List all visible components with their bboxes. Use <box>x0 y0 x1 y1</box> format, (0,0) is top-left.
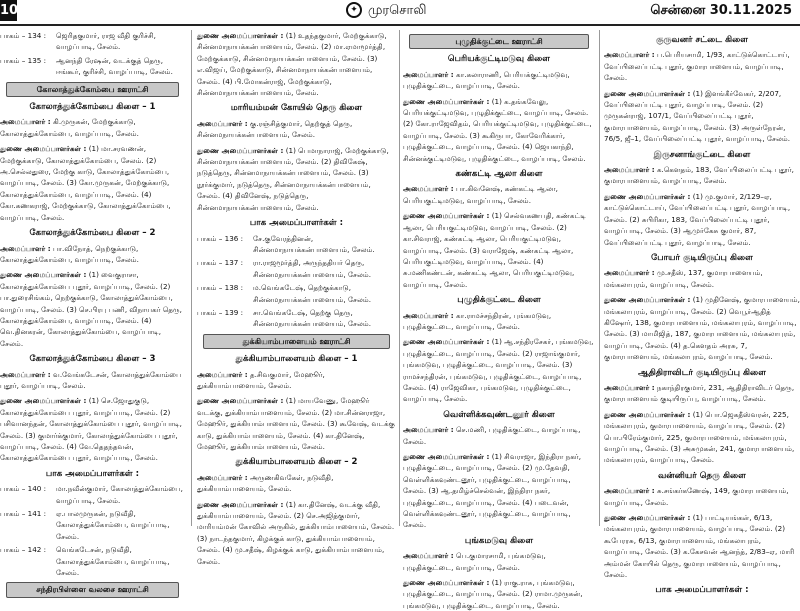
deputy-organizers-entry: துணை அமைப்பாளர்கள் : (1) செ.ஜோதுகுடு, கோலாத்துக்கோம்பை புதூர், வாழப்பாடி, சேலம். (2) பசிவானந்தன், கோலாத்துக்கோம்பை புதூர், வாழப்பாடி, சேலம். (3) குமார்க்குமார், கோலாத்துக்கோம்பை புதூர், வாழப்பாடி, சேலம். (4) வே.தெதந்தவன், கோலாத்துக்கோம்பை புதூர், வாழப்பாடி, சேலம். <box>0 396 182 463</box>
branch-heading: குருவனர் சட்டை கிளை <box>655 35 749 45</box>
organizer-entry: அமைப்பாளர் : செ.மணி, புழுதிக்குட்டை, வாழப்பாடி, சேலம். <box>403 425 581 446</box>
column-3 <box>403 30 595 610</box>
deputy-organizers-entry: துணை அமைப்பாளர்கள் : (1) க.தங்கவேலு, பெரியக்குட்டிமடுவு, புழுதிக்குட்டை, வாழப்பாடி, சேலம். (2) கோ.ராஜேவிதம், பெரியக்குட்டிமடுவு, புழுதிக்குட்டை, வாழப்பாடி, சேலம். (3) கூகிருபா, கோவேரிக்கார், புழுதிக்குட்டை, வாழப்பாடி, சேலம். (4) ஜெயகாந்தி, சின்னக்குட்டிமடுவு, புழுதிக்குட்டை, வாழப்பாடி, சேலம். <box>403 96 592 163</box>
branch-heading: துக்கியாம்பாளையம் கிளை – 2 <box>235 457 358 468</box>
branch-heading: இருசனாங்குட்டை கிளை <box>653 149 751 160</box>
branch-heading: கோலாத்துக்கோம்பை கிளை – 1 <box>29 102 156 113</box>
organizer-entry: அமைப்பாளர் : த.சிவகுமார், மேஹூர், துக்கியாம்பாளையம், சேலம். <box>197 369 325 390</box>
list-item: பாகம் – 137 : ரா.ராஜமூர்த்தி, அருந்ததியர் தெரு, சின்னமநாயக்கன்பாளையம், சேலம். <box>197 258 372 279</box>
branch-heading: பெரியக்குட்டிமடுவு கிளை <box>447 54 551 65</box>
organizer-entry: அமைப்பாளர் : பா.கிவனேஷ், கண்கட்டி ஆலா, பெரியகுட்டிமடுவு, வாழப்பாடி, சேலம். <box>403 184 558 205</box>
deputy-organizers-entry: துணை அமைப்பாளர்கள் : (1) முதினேஷ், குமாரபாளையம், மங்கலாபுரம், வாழப்பாடி, சேலம். (2) வெபூர்ஆதித் கிஷோர், 138, குமாரபாளையம், மங்கலாபுரம், வாழப்பாடி, சேலம். (3) மாமிஜித், 187, குமாரபாளையம், மங்கலாபுரம், வாழப்பாடி, சேலம். (4) த.கௌதம் அரசு, 7, குமாரபாளையம், மங்கலாபுரம், வாழப்பாடி, சேலம். <box>604 295 800 362</box>
deputy-organizers-entry: துணை அமைப்பாளர்கள் : (1) மு.குமார், 2/129–ஏ, காட்டுக்கொட்டாய், வேப்பிலைப்பட்டி புதூர், வாழப்பாடி, சேலம். (2) சுபிரிகா, 183, வேப்பிலைப்பட்டி புதூர், வாழப்பாடி, சேலம். (3) ஆமுர்கேசு குமார், 87, வேப்பிலைப்பட்டி புதூர், வாழப்பாடி, சேலம். <box>604 191 791 247</box>
column-divider <box>599 30 600 526</box>
organizer-entry: அமைப்பாளர் : அருணகிவகேள், நடுவீதி, துக்கியாம்பாளையம், சேலம். <box>197 472 334 494</box>
deputy-organizers-entry: துணை அமைப்பாளர்கள் : (1) பெமாநாராஜ், மேற்குக்காடு, சின்னமாநாயக்கன்பாளையம், சேலம். (2) திவிகேஷ், நடுத்தெரு, சின்னமாநாயக்கன்பாளையம், சேலம். (3) நூர்க்குமார், நடுத்தெரு, சின்னமாநாயக்கன்பாளையம், சேலம். (4) திவினேஷ், நடுத்தெரு, சின்னமாநாயக்கன்பாளையம், சேலம். <box>197 145 389 212</box>
branch-heading: வன்னியர் தெரு கிளை <box>658 470 746 481</box>
organizer-entry: அமைப்பாளர் : ப.பெரியசாமி, 1/93, காட்டுக்கொட்டாய், வேப்பிலைப்பட்டி புதூர், குமாரபாளையம், வாழப்பாடி, சேலம். <box>604 50 790 83</box>
branch-heading: கோலாத்துக்கோம்பை கிளை – 2 <box>29 228 156 239</box>
deputy-organizers-entry: துணை அமைப்பாளர்கள் : (1) பொ.ஜெகதீஸ்வரன், 225, மங்கலாபுரம், குமாரபாளையம், வாழப்பாடி, சேலம். (2) பொ.பிரேம்குமார், 225, குமாரபாளையம், மங்கலாபுரம், வாழப்பாடி, சேலம். (3) அசுமுகன், 241, குமாரபாளையம், மங்கலாபுரம், வாழப்பாடி, சேலம். <box>604 409 795 465</box>
deputy-organizers-entry: துணை அமைப்பாளர்கள் : (1) மாயவேணு, மேஹூர் வடக்கு, துக்கியாம்பாளையம், சேலம். (2) மா.சின்னராஜா, மேஹூர், துக்கியாம்பாளையம், சேலம். (3) கூவேஷ், வடக்கு காடு, துக்கியாம்பாளையம், சேலம். (4) கா.தினேஷ், மேஹூர், துக்கியாம்பாளையம், சேலம். <box>197 396 396 451</box>
edition-date: சென்னை 30.11.2025 <box>650 3 792 18</box>
deputy-organizers-entry: துணை அமைப்பாளர்கள் : (1) உதந்தகுமார், மேற்குக்காடு, சின்னமாநாயக்கன்பாளையம், சேலம். (2) மா.ஏமாமூர்த்தி, மேற்குக்காடு, சின்னமாநாயக்கன்பாளையம், சேலம். (3) எ.விஜய், மேற்குக்காடு, சின்னமாநாயக்கன்பாளையம், சேலம். (4) பி.மோகன்ராஜ், மேற்குக்காடு, சின்னமாநாயக்கன்பாளையம், சேலம். <box>197 31 387 98</box>
organizer-entry: அமைப்பாளர் : நகாந்திரகுமார், 231, ஆதிதிராவிடர் தெரு, குமாரபாளையம் குடியிருப்பு, வாழப்பாடி, சேலம். <box>604 382 795 404</box>
branch-heading: புங்கமடுவு கிளை <box>464 535 534 546</box>
organizer-entry: அமைப்பாளர் : கா.ராமச்சந்திரன், புங்கமடுவு, புழுதிக்குட்டை, வாழப்பாடி, சேலம். <box>403 310 552 331</box>
deputy-organizers-entry: துணை அமைப்பாளர்கள் : (1) வைகுராசா, கோலாத்துக்கோம்பை புதூர், வாழப்பாடி, சேலம். (2) பா.துரைசிங்கம், நெற்குக்காடு, கோலாத்துக்கோம்பை, வாழப்பாடி, சேலம். (3) செ.பிரபு பணி, விநாயகர் தெரு, கோலாத்துக்கோம்பை, வாழப்பாடி, சேலம். (4) வெ.தினகரன், கோலாத்துக்கோம்பை, வாழப்பாடி, சேலம். <box>0 270 182 348</box>
organizer-entry: அமைப்பாளர் : க.கௌதம், 183, வேப்பிலைப்பட்டி புதூர், குமாரபாளையம், வாழப்பாடி, சேலம். <box>604 165 794 186</box>
section-heading: சந்திரபிள்ளை வலசை ஊராட்சி <box>6 582 179 597</box>
booth-heading: பாக அமைப்பாளர்கள் : <box>45 468 140 479</box>
column-4 <box>604 30 800 596</box>
organizer-entry: அமைப்பாளர் : கி.முருகன், மேற்குக்காடு, கோலாத்துக்கோம்பை, வாழப்பாடி, சேலம். <box>0 117 139 138</box>
newspaper-logo-icon: ✦ <box>346 2 362 18</box>
booth-heading: பாக அமைப்பாளர்கள் : <box>249 218 344 229</box>
masthead <box>0 0 800 26</box>
deputy-organizers-entry: துணை அமைப்பாளர்கள் : (1) ஆ.சந்திரசேகர், புங்கமடுவு, புழுதிக்குட்டை, வாழப்பாடி, சேலம். (2) ராஜாங்குமார், புங்கமடுவு, புழுதிக்குட்டை, வாழப்பாடி, சேலம். (3) ராமச்சந்திரன், புங்கமடுவு, புழுதிக்குட்டை, வாழப்பாடி, சேலம். (4) ராஜேவிகா, புங்கமடுவு, புழுதிக்குட்டை, வாழப்பாடி, சேலம். <box>403 337 594 404</box>
branch-heading: ஆதிதிராவிடர் குடியிருப்பு கிளை <box>638 367 766 378</box>
organizer-entry: அமைப்பாளர் : சு.சங்கர்கணேஷ், 149, குமாரபாளையம், வாழப்பாடி, சேலம். <box>604 486 789 507</box>
deputy-organizers-entry: துணை அமைப்பாளர்கள் : (1) மா.சரவணன், மேற்குக்காடு, கோலாத்துக்கோம்பை, சேலம். (2) அ.செல்லதுரை, மேற்கு காடு, கோலாத்துக்கோம்பை, வாழப்பாடி, சேலம். (3) கோ.முருகன், மேற்குக்காடு, கோலாத்துக்கோம்பை, வாழப்பாடி, சேலம். (4) கோ.கணகராஜ், மேற்குக்காடு, கோலாத்துக்கோம்பை, வாழப்பாடி, சேலம். <box>0 144 171 222</box>
branch-heading: போயர் குடியிருப்பு கிளை <box>651 252 753 263</box>
list-item: பாகம் – 136 : சே.குவேரத்தினன், சின்னமாநாயக்கன்பாளையம், சேலம். <box>197 233 375 254</box>
section-heading: கோலாத்துக்கோம்பை ஊராட்சி <box>6 82 179 97</box>
branch-heading: மாரியம்மன் கோயில் தெரு கிளை <box>230 103 363 114</box>
column-divider <box>399 30 400 526</box>
deputy-organizers-entry: துணை அமைப்பாளர்கள் : (1) ராகு.ராசு, புங்கமடுவு, புழுதிக்குட்டை, வாழப்பாடி, சேலம். (2) ராமா.முருகன், புங்கமடுவு, புழுதிக்குட்டை, வாழப்பாடி, சேலம். <box>403 578 583 610</box>
list-item: பாகம் – 140 : மா.நவீன்குமார், கோலாத்துக்கோம்பை, வாழப்பாடி, சேலம். <box>0 484 183 505</box>
branch-heading: துக்கியாம்பாளையம் கிளை – 1 <box>235 354 358 365</box>
page-number: 10 <box>0 0 17 21</box>
deputy-organizers-entry: துணை அமைப்பாளர்கள் : (1) கா.தினேஷ், வடக்கு வீதி, துக்கியாம்பாளையம், சேலம். (2) செ.அஜித்குமார், மாரியம்மன் கோவில் அருகில், துக்கியாம்பாளையம், சேலம். (3) நாடந்தகுமார், கிழக்குக் காடு, துக்கியாம்பாளையம், சேலம். (4) மு.சதீஷ், கிழக்குக் காடு, துக்கியாம்பாளையம், சேலம். <box>197 499 395 566</box>
organizer-entry: அமைப்பாளர் : வ.வேங்கடேசன், கோலாத்துக்கோம்பை புதூர், வாழப்பாடி, சேலம். <box>0 369 182 390</box>
column-1 <box>0 30 185 595</box>
deputy-organizers-entry: துணை அமைப்பாளர்கள் : (1) சிவராஜா, இந்திரா நகர், புழுதிக்குட்டை, வாழப்பாடி, சேலம். (2) மு.தேவதி, வெள்ளிக்கவுண்டனூர், புழுதிக்குட்டை, வாழப்பாடி, சேலம். (3) ஆ.தமிழ்ச்செல்வன், இந்திரா நகர், புழுதிக்குட்டை, வாழப்பாடி, சேலம். (4) படைவன், வெள்ளிக்கவுண்டனூர், புழுதிக்குட்டை, வாழப்பாடி, சேலம். <box>403 452 581 530</box>
list-item: பாகம் – 139 : சா.வெங்கடேஷ், தெற்கு தெரு, சின்னமநாயக்கன்பாளையம், சேலம். <box>197 307 372 329</box>
booth-heading: பாக அமைப்பாளர்கள் : <box>655 585 749 596</box>
deputy-organizers-entry: துணை அமைப்பாளர்கள் : (1) செல்வகணபதி, கண்கட்டி ஆலா, பெரியகுட்டிமடுவு, வாழப்பாடி, சேலம். (2) கா.சிவராஜ், கண்கட்டி ஆலா, பெரியகுட்டிமடுவு, வாழப்பாடி, சேலம். (3) வராஜேஷ், கண்கட்டி ஆலா, பெரியகுட்டிமடுவு, வாழப்பாடி, சேலம். (4) சு.மணிகண்டன், கண்கட்டி ஆலா, பெரியகுட்டிமடுவு, வாழப்பாடி, சேலம். <box>403 211 586 289</box>
organizer-entry: அமைப்பாளர் : கு.ரஞ்சித்குமார், தெற்குத் தெரு, சின்னமநாயக்கன்பாளையம், சேலம். <box>197 118 353 140</box>
section-heading: துக்கியாம்பாளையம் ஊராட்சி <box>203 334 390 349</box>
list-item: பாகம் – 141 : ஏ.பாலமுருகன், நடுவீதி, கோலாத்துக்கோம்பை, வாழப்பாடி, சேலம். <box>0 509 170 541</box>
organizer-entry: அமைப்பாளர் : கா.கலாராணி, பெரியக்குட்டிமடுவு, புழுதிக்குட்டை, வாழப்பாடி, சேலம். <box>403 69 570 91</box>
list-item: பாகம் – 142 : வெங்கடேசன், நடுவீதி, கோலாத்துக்கோம்பை, வாழப்பாடி, சேலம். <box>0 545 170 578</box>
organizer-entry: அமைப்பாளர் : பெ.குமாரசாமி, புங்கமடுவு, புழுதிக்குட்டை, வாழப்பாடி, சேலம். <box>403 551 546 572</box>
column-2 <box>197 30 396 566</box>
organizer-entry: அமைப்பாளர் : பா.விநோத், நெற்குக்காடு, கோலாத்துக்கோம்பை, வாழப்பாடி, சேலம். <box>0 243 139 264</box>
deputy-organizers-entry: துணை அமைப்பாளர்கள் : (1) இளங்கீர்வேகர், 2/207, வேப்பிலைப்பட்டி புதூர், வாழப்பாடி, சேலம். (2) முருகன்ராஜ், 107/1, வேப்பிலைப்பட்டி புதூர், குமாரபாளையம், வாழப்பாடி, சேலம். (3) அருள்நேரன், 76/5, ஜீ–1, வேப்பிலைப்பட்டி புதூர், வாழப்பாடி, சேலம். <box>604 88 791 144</box>
organizer-entry: அமைப்பாளர் : மு.சதீஸ், 137, குமாரபாளையம், மங்கலாபுரம், வாழப்பாடி, சேலம். <box>604 268 763 289</box>
list-item: பாகம் – 138 : ம.வெங்கடேஷ், தெற்குக்காடு, சின்னமநாயக்கன்பாளையம், சேலம். <box>197 283 372 304</box>
newspaper-name: முரசொலி <box>368 3 427 18</box>
deputy-organizers-entry: துணை அமைப்பாளர்கள் : (1) பாட்டியங்கள், 6/13, மங்கலாபுரம், குமாரபாளையம், வாழப்பாடி, சேலம். (2) கூபேரரசு, 6/13, குமாரபாளையம், மங்கலாபுரம், வாழப்பாடி, சேலம். (3) க.கேசவன் ஆனந்த், 2/83–ஏ, மாரி அம்மன் கோயில் தெரு, குமாரபாளையம், வாழப்பாடி, சேலம். <box>604 513 795 580</box>
list-item: பாகம் – 135 : ஆனந்தி ரேஷன், வடக்குத் தெரு, ஈங்கூர், குரிச்சி, வாழப்பாடி, சேலம். <box>0 55 173 77</box>
branch-heading: வெள்ளிக்கவுண்டனூர் கிளை <box>443 409 555 420</box>
branch-heading: புழுதிக்குட்டை கிளை <box>457 295 541 306</box>
column-divider <box>191 30 192 526</box>
section-heading: புழுதிக்குட்டை ஊராட்சி <box>409 34 589 49</box>
list-item: பாகம் – 134 : ஜெரிதகுமார், ராஜ வீதி குரிச்சி, வாழப்பாடி, சேலம். <box>0 31 156 52</box>
branch-heading: கோலாத்துக்கோம்பை கிளை – 3 <box>29 354 156 365</box>
branch-heading: கண்கட்டி ஆலா கிளை <box>455 169 543 180</box>
